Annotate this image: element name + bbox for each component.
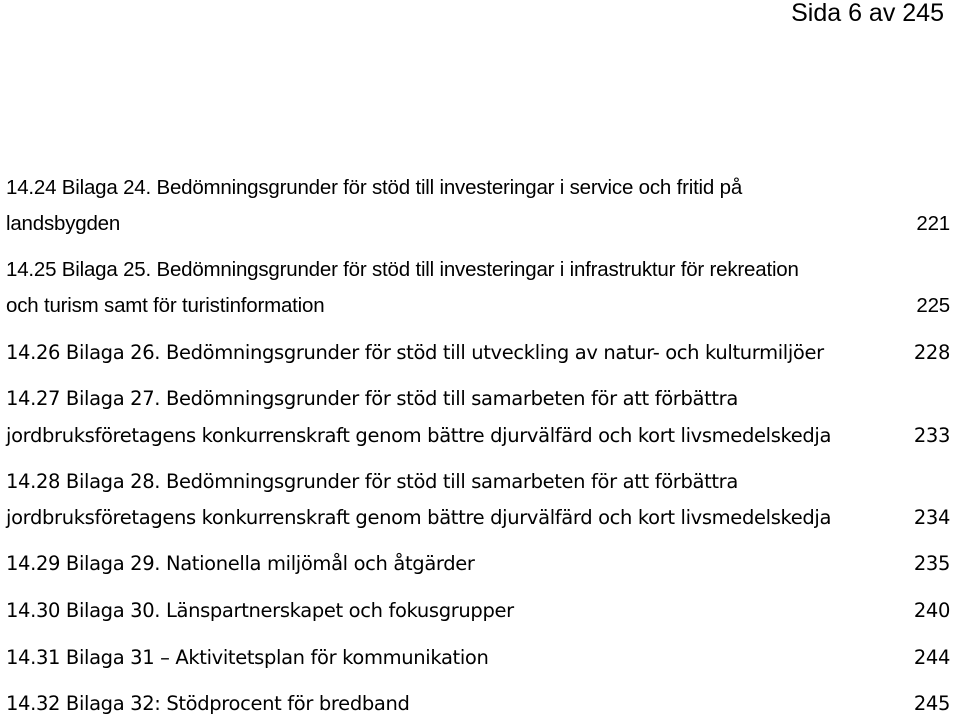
toc-entry-14-28-line1[interactable]: [6, 466, 960, 498]
toc-entry-title-continued: jordbruksföretagens konkurrenskraft genom bättre djurvälfärd och kort livsmedelskedja: [6, 424, 832, 447]
toc-entry-14-31[interactable]: [6, 642, 960, 674]
toc-entry-14-24-line1[interactable]: [6, 172, 960, 204]
toc-entry-page-number: 225: [916, 294, 950, 317]
toc-entry-page-number: 221: [916, 212, 950, 235]
toc-entry-title: 14.30 Bilaga 30. Länspartnerskapet och fokusgrupper: [6, 599, 514, 622]
toc-entry-page-number: 245: [913, 692, 950, 715]
toc-entry-title-continued: och turism samt för turistinformation: [6, 294, 325, 317]
toc-entry-14-28-line2[interactable]: [6, 502, 960, 534]
toc-entry-page-number: 233: [913, 424, 950, 447]
toc-entry-14-25-line1[interactable]: [6, 254, 960, 286]
toc-entry-14-32[interactable]: [6, 688, 960, 720]
toc-entry-14-27-line2[interactable]: [6, 420, 960, 452]
toc-entry-title: 14.27 Bilaga 27. Bedömningsgrunder för stöd till samarbeten för att förbättra: [6, 387, 738, 410]
toc-entry-14-24-line2[interactable]: [6, 208, 960, 240]
toc-entry-14-25-line2[interactable]: [6, 290, 960, 322]
toc-entry-page-number: 235: [913, 552, 950, 575]
toc-entry-title: 14.29 Bilaga 29. Nationella miljömål och åtgärder: [6, 552, 475, 575]
toc-entry-page-number: 244: [913, 646, 950, 669]
toc-entry-title: 14.32 Bilaga 32: Stödprocent för bredband: [6, 692, 410, 715]
toc-entry-14-27-line1[interactable]: [6, 383, 960, 415]
toc-entry-page-number: 234: [913, 506, 950, 529]
toc-entry-title: 14.25 Bilaga 25. Bedömningsgrunder för stöd till investeringar i infrastruktur för rekreation: [6, 258, 799, 281]
toc-entry-title: 14.28 Bilaga 28. Bedömningsgrunder för stöd till samarbeten för att förbättra: [6, 470, 738, 493]
toc-entry-title: 14.31 Bilaga 31 – Aktivitetsplan för kommunikation: [6, 646, 489, 669]
toc-entry-page-number: 240: [913, 599, 950, 622]
toc-entry-page-number: 228: [913, 341, 950, 364]
toc-entry-14-30[interactable]: [6, 595, 960, 627]
toc-entry-title-continued: jordbruksföretagens konkurrenskraft genom bättre djurvälfärd och kort livsmedelskedja: [6, 506, 832, 529]
toc-entry-title: 14.24 Bilaga 24. Bedömningsgrunder för stöd till investeringar i service och fritid på: [6, 176, 743, 199]
toc-entry-14-26[interactable]: [6, 337, 960, 369]
toc-entry-title-continued: landsbygden: [6, 212, 121, 235]
page-number: Sida 6 av 245: [791, 0, 944, 27]
toc-entry-14-29[interactable]: [6, 548, 960, 580]
toc-entry-title: 14.26 Bilaga 26. Bedömningsgrunder för stöd till utveckling av natur- och kulturmiljöer: [6, 341, 824, 364]
